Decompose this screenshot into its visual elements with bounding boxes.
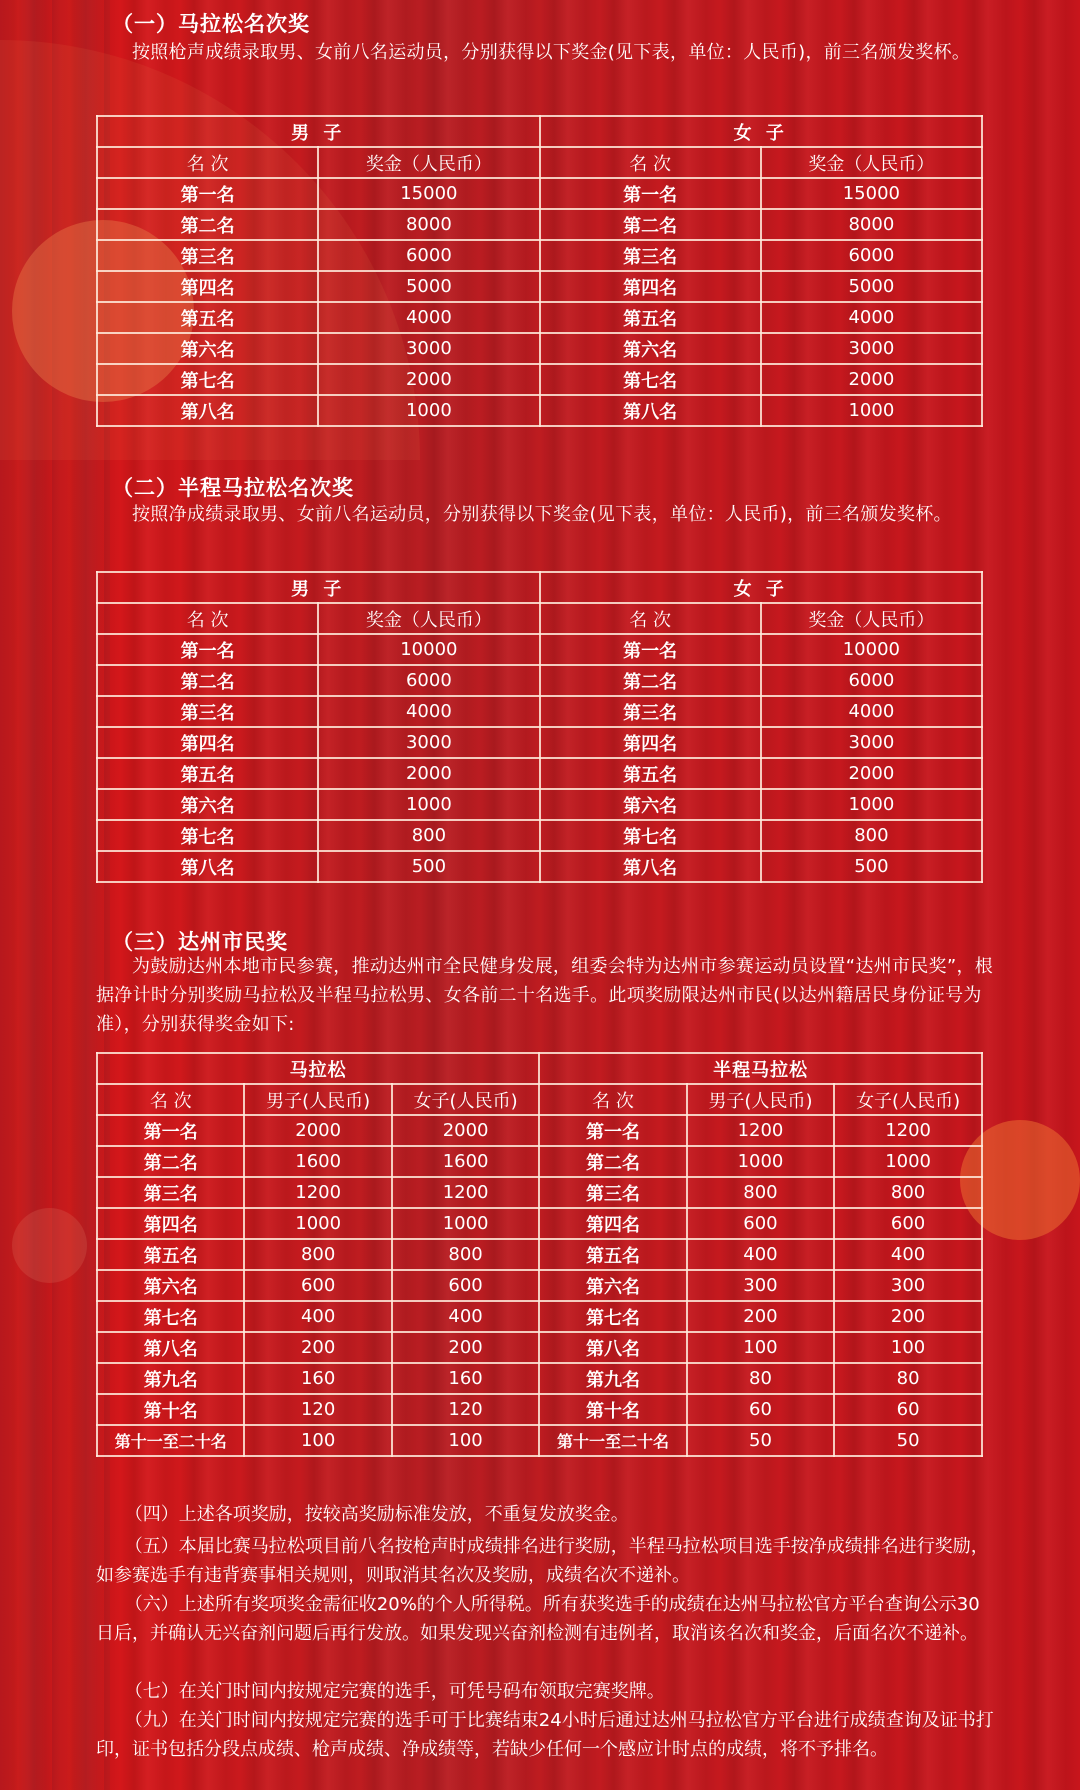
rank-cell: 第七名 — [540, 364, 761, 395]
prize-cell: 600 — [687, 1208, 834, 1239]
table-row — [97, 758, 982, 789]
table-row — [97, 302, 982, 333]
column-header: 奖金（人民币） — [761, 603, 982, 634]
rank-cell: 第六名 — [540, 333, 761, 364]
rank-cell: 第七名 — [97, 820, 318, 851]
rank-cell: 第六名 — [97, 333, 318, 364]
rank-cell: 第七名 — [97, 1301, 244, 1332]
column-header: 名 次 — [540, 147, 761, 178]
prize-cell: 2000 — [761, 364, 982, 395]
rank-cell: 第一名 — [97, 634, 318, 665]
rank-cell: 第一名 — [540, 634, 761, 665]
decorative-circle — [12, 1208, 87, 1283]
table-row — [97, 1425, 982, 1456]
table-row — [97, 1332, 982, 1363]
table-row — [97, 395, 982, 426]
table-row — [97, 1146, 982, 1177]
rank-cell: 第三名 — [539, 1177, 686, 1208]
prize-cell: 600 — [244, 1270, 391, 1301]
prize-cell: 400 — [687, 1239, 834, 1270]
rank-cell: 第七名 — [97, 364, 318, 395]
prize-cell: 120 — [244, 1394, 391, 1425]
prize-cell: 1000 — [834, 1146, 982, 1177]
prize-cell: 1200 — [244, 1177, 391, 1208]
prize-cell: 50 — [687, 1425, 834, 1456]
prize-cell: 800 — [687, 1177, 834, 1208]
prize-cell: 2000 — [761, 758, 982, 789]
table-row — [97, 634, 982, 665]
table-row — [97, 696, 982, 727]
prize-cell: 200 — [687, 1301, 834, 1332]
table-row — [97, 1239, 982, 1270]
prize-cell: 1600 — [392, 1146, 539, 1177]
table-row — [97, 1115, 982, 1146]
prize-cell: 1000 — [318, 395, 539, 426]
table-row — [97, 1301, 982, 1332]
prize-cell: 3000 — [318, 727, 539, 758]
group-header-marathon: 马拉松 — [97, 1053, 539, 1084]
prize-cell: 2000 — [318, 364, 539, 395]
rank-cell: 第四名 — [97, 727, 318, 758]
section-title-dazhou-citizen: （三）达州市民奖 — [112, 930, 288, 954]
rank-cell: 第四名 — [540, 271, 761, 302]
table-group-row — [97, 116, 982, 147]
prize-cell: 5000 — [318, 271, 539, 302]
rank-cell: 第一名 — [540, 178, 761, 209]
column-header: 奖金（人民币） — [318, 147, 539, 178]
rank-cell: 第三名 — [540, 240, 761, 271]
rank-cell: 第二名 — [540, 209, 761, 240]
group-header-half-marathon: 半程马拉松 — [539, 1053, 982, 1084]
table-row — [97, 364, 982, 395]
rank-cell: 第八名 — [97, 851, 318, 882]
prize-cell: 1600 — [244, 1146, 391, 1177]
prize-cell: 15000 — [761, 178, 982, 209]
rank-cell: 第二名 — [540, 665, 761, 696]
prize-cell: 1000 — [244, 1208, 391, 1239]
prize-cell: 3000 — [318, 333, 539, 364]
table-row — [97, 333, 982, 364]
dazhou-citizen-prize-table — [96, 1052, 983, 1457]
table-row — [97, 1177, 982, 1208]
rank-cell: 第九名 — [97, 1363, 244, 1394]
section-title-half-marathon: （二）半程马拉松名次奖 — [112, 476, 354, 500]
table-row — [97, 1394, 982, 1425]
prize-cell: 3000 — [761, 727, 982, 758]
table-row — [97, 1270, 982, 1301]
group-header-male: 男 子 — [97, 572, 540, 603]
table-row — [97, 727, 982, 758]
prize-cell: 15000 — [318, 178, 539, 209]
section-description-half-marathon: 按照净成绩录取男、女前八名运动员，分别获得以下奖金(见下表，单位：人民币)，前三名颁发奖杯。 — [132, 504, 952, 525]
prize-cell: 4000 — [761, 302, 982, 333]
prize-cell: 50 — [834, 1425, 982, 1456]
rank-cell: 第四名 — [539, 1208, 686, 1239]
note-item-5: （五）本届比赛马拉松项目前八名按枪声时成绩排名进行奖励，半程马拉松项目选手按净成绩排名进行奖励，如参赛选手有违背赛事相关规则，则取消其名次及奖励，成绩名次不递补。 — [96, 1536, 989, 1586]
prize-cell: 80 — [834, 1363, 982, 1394]
prize-cell: 1000 — [761, 395, 982, 426]
prize-cell: 800 — [318, 820, 539, 851]
rank-cell: 第五名 — [97, 1239, 244, 1270]
section-description-dazhou-citizen: 为鼓励达州本地市民参赛，推动达州市全民健身发展，组委会特为达州市参赛运动员设置“达州市民奖”，根据净计时分别奖励马拉松及半程马拉松男、女各前二十名选手。此项奖励限达州市民(以达州籍居民身份证号为准），分别获得奖金如下: — [96, 956, 994, 1035]
prize-cell: 500 — [318, 851, 539, 882]
prize-cell: 1200 — [687, 1115, 834, 1146]
prize-cell: 120 — [392, 1394, 539, 1425]
table-header-row — [97, 147, 982, 178]
prize-cell: 1000 — [392, 1208, 539, 1239]
prize-cell: 100 — [392, 1425, 539, 1456]
prize-cell: 100 — [244, 1425, 391, 1456]
column-header: 男子(人民币) — [244, 1084, 391, 1115]
prize-cell: 8000 — [761, 209, 982, 240]
table-group-row — [97, 572, 982, 603]
prize-cell: 400 — [392, 1301, 539, 1332]
prize-cell: 800 — [392, 1239, 539, 1270]
note-item-9: （九）在关门时间内按规定完赛的选手可于比赛结束24小时后通过达州马拉松官方平台进行成绩查询及证书打印，证书包括分段点成绩、枪声成绩、净成绩等，若缺少任何一个感应计时点的成绩，将不予排名。 — [96, 1710, 994, 1760]
rank-cell: 第十名 — [97, 1394, 244, 1425]
prize-cell: 2000 — [392, 1115, 539, 1146]
prize-cell: 6000 — [761, 665, 982, 696]
rank-cell: 第七名 — [539, 1301, 686, 1332]
table-row — [97, 851, 982, 882]
rank-cell: 第五名 — [97, 302, 318, 333]
column-header: 奖金（人民币） — [761, 147, 982, 178]
column-header: 名 次 — [97, 1084, 244, 1115]
prize-cell: 1200 — [834, 1115, 982, 1146]
group-header-male: 男 子 — [97, 116, 540, 147]
column-header: 名 次 — [540, 603, 761, 634]
table-row — [97, 665, 982, 696]
table-row — [97, 271, 982, 302]
rank-cell: 第九名 — [539, 1363, 686, 1394]
table-header-row — [97, 603, 982, 634]
prize-cell: 600 — [834, 1208, 982, 1239]
rank-cell: 第五名 — [540, 758, 761, 789]
rank-cell: 第五名 — [97, 758, 318, 789]
rank-cell: 第一名 — [97, 178, 318, 209]
rank-cell: 第一名 — [97, 1115, 244, 1146]
prize-cell: 160 — [244, 1363, 391, 1394]
prize-cell: 5000 — [761, 271, 982, 302]
rank-cell: 第七名 — [540, 820, 761, 851]
section-title-marathon: （一）马拉松名次奖 — [112, 12, 310, 36]
table-row — [97, 1363, 982, 1394]
rank-cell: 第六名 — [97, 1270, 244, 1301]
column-header: 名 次 — [97, 603, 318, 634]
rank-cell: 第十名 — [539, 1394, 686, 1425]
prize-cell: 300 — [687, 1270, 834, 1301]
rank-cell: 第八名 — [540, 395, 761, 426]
prize-cell: 400 — [834, 1239, 982, 1270]
rank-cell: 第三名 — [97, 240, 318, 271]
rank-cell: 第四名 — [97, 1208, 244, 1239]
rank-cell: 第四名 — [540, 727, 761, 758]
prize-cell: 200 — [834, 1301, 982, 1332]
prize-cell: 10000 — [318, 634, 539, 665]
prize-cell: 2000 — [318, 758, 539, 789]
prize-cell: 8000 — [318, 209, 539, 240]
note-item-7: （七）在关门时间内按规定完赛的选手，可凭号码布领取完赛奖牌。 — [124, 1681, 665, 1702]
prize-cell: 6000 — [318, 665, 539, 696]
note-item-6: （六）上述所有奖项奖金需征收20%的个人所得税。所有获奖选手的成绩在达州马拉松官方平台查询公示30日后，并确认无兴奋剂问题后再行发放。如果发现兴奋剂检测有违例者，取消该名次和奖金，后面名次不递补。 — [96, 1594, 980, 1644]
prize-cell: 4000 — [318, 696, 539, 727]
rank-cell: 第十一至二十名 — [539, 1425, 686, 1456]
marathon-prize-table — [96, 115, 983, 427]
prize-cell: 80 — [687, 1363, 834, 1394]
table-row — [97, 209, 982, 240]
rank-cell: 第三名 — [540, 696, 761, 727]
column-header: 奖金（人民币） — [318, 603, 539, 634]
rank-cell: 第四名 — [97, 271, 318, 302]
prize-cell: 300 — [834, 1270, 982, 1301]
prize-cell: 4000 — [761, 696, 982, 727]
prize-cell: 100 — [834, 1332, 982, 1363]
table-header-row — [97, 1084, 982, 1115]
rank-cell: 第二名 — [97, 665, 318, 696]
prize-cell: 1000 — [318, 789, 539, 820]
prize-cell: 6000 — [761, 240, 982, 271]
half-marathon-prize-table — [96, 571, 983, 883]
rank-cell: 第六名 — [540, 789, 761, 820]
prize-cell: 1000 — [761, 789, 982, 820]
prize-cell: 1200 — [392, 1177, 539, 1208]
prize-cell: 60 — [687, 1394, 834, 1425]
prize-cell: 1000 — [687, 1146, 834, 1177]
table-row — [97, 820, 982, 851]
rank-cell: 第三名 — [97, 1177, 244, 1208]
rank-cell: 第八名 — [97, 1332, 244, 1363]
table-row — [97, 1208, 982, 1239]
rank-cell: 第八名 — [540, 851, 761, 882]
prize-cell: 200 — [244, 1332, 391, 1363]
prize-cell: 400 — [244, 1301, 391, 1332]
rank-cell: 第三名 — [97, 696, 318, 727]
rank-cell: 第一名 — [539, 1115, 686, 1146]
rank-cell: 第五名 — [539, 1239, 686, 1270]
group-header-female: 女 子 — [540, 116, 983, 147]
prize-cell: 4000 — [318, 302, 539, 333]
prize-cell: 800 — [834, 1177, 982, 1208]
table-row — [97, 178, 982, 209]
prize-cell: 500 — [761, 851, 982, 882]
note-item-4: （四）上述各项奖励，按较高奖励标准发放，不重复发放奖金。 — [124, 1504, 629, 1525]
rank-cell: 第二名 — [97, 1146, 244, 1177]
prize-cell: 800 — [244, 1239, 391, 1270]
prize-cell: 10000 — [761, 634, 982, 665]
rank-cell: 第六名 — [97, 789, 318, 820]
group-header-female: 女 子 — [540, 572, 983, 603]
rank-cell: 第八名 — [539, 1332, 686, 1363]
column-header: 女子(人民币) — [834, 1084, 982, 1115]
section-description-marathon: 按照枪声成绩录取男、女前八名运动员，分别获得以下奖金(见下表，单位：人民币)，前三名颁发奖杯。 — [132, 42, 971, 63]
prize-cell: 100 — [687, 1332, 834, 1363]
prize-cell: 2000 — [244, 1115, 391, 1146]
rank-cell: 第十一至二十名 — [97, 1425, 244, 1456]
column-header: 名 次 — [539, 1084, 686, 1115]
table-row — [97, 789, 982, 820]
column-header: 名 次 — [97, 147, 318, 178]
prize-cell: 6000 — [318, 240, 539, 271]
prize-cell: 200 — [392, 1332, 539, 1363]
rank-cell: 第二名 — [539, 1146, 686, 1177]
rank-cell: 第六名 — [539, 1270, 686, 1301]
rank-cell: 第八名 — [97, 395, 318, 426]
column-header: 女子(人民币) — [392, 1084, 539, 1115]
column-header: 男子(人民币) — [687, 1084, 834, 1115]
prize-cell: 160 — [392, 1363, 539, 1394]
rank-cell: 第五名 — [540, 302, 761, 333]
prize-cell: 60 — [834, 1394, 982, 1425]
prize-cell: 3000 — [761, 333, 982, 364]
prize-cell: 800 — [761, 820, 982, 851]
prize-cell: 600 — [392, 1270, 539, 1301]
rank-cell: 第二名 — [97, 209, 318, 240]
table-row — [97, 240, 982, 271]
table-group-row — [97, 1053, 982, 1084]
